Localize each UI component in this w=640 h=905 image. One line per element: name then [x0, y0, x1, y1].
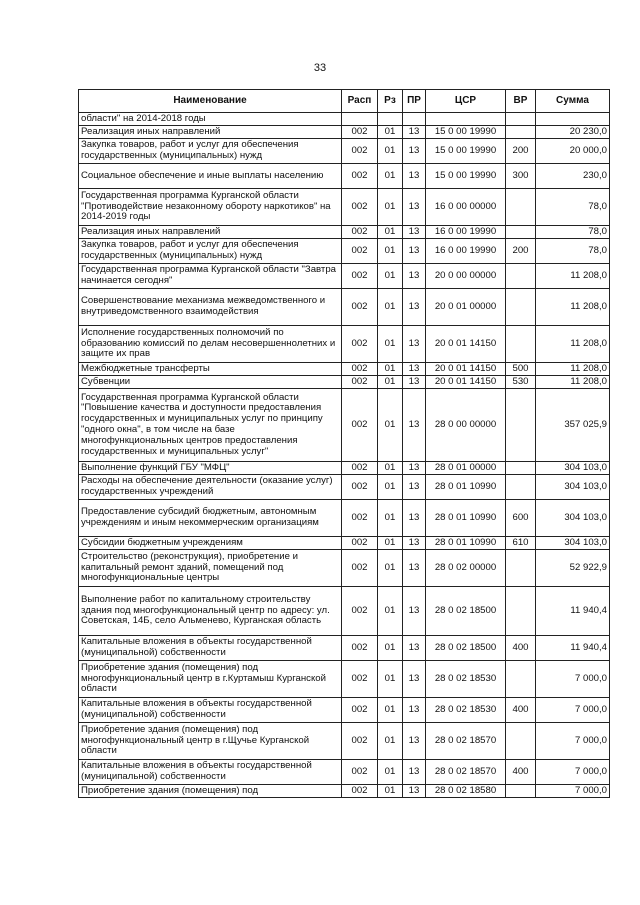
row-name: Приобретение здания (помещения) под многофункциональный центр в г.Щучье Курганской области: [79, 723, 342, 760]
table-row: [79, 113, 610, 126]
row-rasp: 002: [342, 239, 378, 264]
row-sum: 52 922,9: [536, 550, 610, 587]
row-name: Закупка товаров, работ и услуг для обеспечения государственных (муниципальных) нужд: [79, 139, 342, 164]
row-name: Предоставление субсидий бюджетным, автономным учреждениям и иным некоммерческим организациям: [79, 500, 342, 537]
row-name: Государственная программа Курганской области "Завтра начинается сегодня": [79, 264, 342, 289]
row-sum: 78,0: [536, 189, 610, 226]
row-pr: 13: [403, 537, 426, 550]
header-vr: ВР: [506, 90, 536, 113]
row-vr: 530: [506, 376, 536, 389]
table-row: [79, 239, 610, 264]
row-rasp: 002: [342, 289, 378, 326]
row-rasp: 002: [342, 550, 378, 587]
row-rasp: [342, 113, 378, 126]
header-rz: Рз: [378, 90, 403, 113]
row-csr: 20 0 01 00000: [426, 289, 506, 326]
row-sum: 20 000,0: [536, 139, 610, 164]
row-rz: 01: [378, 550, 403, 587]
row-rasp: 002: [342, 661, 378, 698]
row-rz: 01: [378, 785, 403, 798]
row-vr: 610: [506, 537, 536, 550]
header-csr: ЦСР: [426, 90, 506, 113]
row-rasp: 002: [342, 785, 378, 798]
row-csr: 28 0 02 18530: [426, 698, 506, 723]
row-rz: 01: [378, 226, 403, 239]
row-pr: 13: [403, 226, 426, 239]
row-sum: 304 103,0: [536, 462, 610, 475]
row-pr: 13: [403, 239, 426, 264]
row-rz: 01: [378, 326, 403, 363]
row-rz: 01: [378, 189, 403, 226]
row-rz: 01: [378, 239, 403, 264]
row-sum: 7 000,0: [536, 723, 610, 760]
row-sum: 11 208,0: [536, 326, 610, 363]
row-name: Государственная программа Курганской области "Противодействие незаконному обороту наркотиков" на 2014-2019 годы: [79, 189, 342, 226]
row-rasp: 002: [342, 164, 378, 189]
row-sum: 11 208,0: [536, 363, 610, 376]
row-rasp: 002: [342, 475, 378, 500]
row-rasp: 002: [342, 326, 378, 363]
row-name: Строительство (реконструкция), приобретение и капитальный ремонт зданий, помещений под многофункциональные центры: [79, 550, 342, 587]
row-pr: 13: [403, 139, 426, 164]
row-pr: 13: [403, 326, 426, 363]
row-pr: 13: [403, 636, 426, 661]
row-rz: [378, 113, 403, 126]
row-csr: 28 0 02 18570: [426, 723, 506, 760]
row-rz: 01: [378, 587, 403, 636]
row-vr: [506, 389, 536, 462]
row-vr: [506, 113, 536, 126]
row-sum: 11 208,0: [536, 264, 610, 289]
row-pr: 13: [403, 785, 426, 798]
table-row: [79, 376, 610, 389]
row-rz: 01: [378, 462, 403, 475]
row-pr: [403, 113, 426, 126]
header-row: [79, 90, 610, 113]
row-rasp: 002: [342, 587, 378, 636]
row-sum: 7 000,0: [536, 760, 610, 785]
row-rasp: 002: [342, 363, 378, 376]
row-csr: 28 0 01 10990: [426, 475, 506, 500]
row-rz: 01: [378, 376, 403, 389]
row-csr: 20 0 01 14150: [426, 326, 506, 363]
row-vr: 400: [506, 698, 536, 723]
row-sum: 78,0: [536, 226, 610, 239]
row-csr: 28 0 00 00000: [426, 389, 506, 462]
row-vr: 500: [506, 363, 536, 376]
row-name: Совершенствование механизма межведомственного и внутриведомственного взаимодействия: [79, 289, 342, 326]
table-row: [79, 500, 610, 537]
table-row: [79, 698, 610, 723]
row-vr: [506, 289, 536, 326]
row-pr: 13: [403, 661, 426, 698]
table-row: [79, 475, 610, 500]
row-sum: 11 208,0: [536, 289, 610, 326]
row-vr: [506, 264, 536, 289]
row-name: Капитальные вложения в объекты государственной (муниципальной) собственности: [79, 760, 342, 785]
table-row: [79, 189, 610, 226]
row-name: Капитальные вложения в объекты государственной (муниципальной) собственности: [79, 698, 342, 723]
row-sum: 11 208,0: [536, 376, 610, 389]
table-row: [79, 126, 610, 139]
row-pr: 13: [403, 126, 426, 139]
row-csr: 16 0 00 19990: [426, 226, 506, 239]
row-csr: 28 0 01 10990: [426, 537, 506, 550]
table-row: [79, 636, 610, 661]
row-rz: 01: [378, 760, 403, 785]
row-sum: 304 103,0: [536, 475, 610, 500]
row-vr: [506, 326, 536, 363]
row-vr: [506, 475, 536, 500]
row-sum: 7 000,0: [536, 785, 610, 798]
row-pr: 13: [403, 500, 426, 537]
row-vr: [506, 550, 536, 587]
row-pr: 13: [403, 164, 426, 189]
row-rz: 01: [378, 126, 403, 139]
row-pr: 13: [403, 462, 426, 475]
row-csr: 15 0 00 19990: [426, 126, 506, 139]
row-vr: 200: [506, 239, 536, 264]
row-csr: 28 0 02 18500: [426, 587, 506, 636]
row-csr: 28 0 02 18570: [426, 760, 506, 785]
row-csr: 28 0 02 18580: [426, 785, 506, 798]
row-vr: 400: [506, 760, 536, 785]
row-name: Расходы на обеспечение деятельности (оказание услуг) государственных учреждений: [79, 475, 342, 500]
table-row: [79, 537, 610, 550]
row-name: Закупка товаров, работ и услуг для обеспечения государственных (муниципальных) нужд: [79, 239, 342, 264]
table-row: [79, 326, 610, 363]
row-rz: 01: [378, 389, 403, 462]
page-number: 33: [313, 62, 327, 74]
row-name: Государственная программа Курганской области "Повышение качества и доступности предоставления государственных и муниципальных услуг по принципу "одного окна", в том числе на базе многофункциональных центров предоставления государственных и муниципальных услуг": [79, 389, 342, 462]
table-row: [79, 760, 610, 785]
header-name: Наименование: [79, 90, 342, 113]
row-name: Приобретение здания (помещения) под многофункциональный центр в г.Куртамыш Курганской области: [79, 661, 342, 698]
table-row: [79, 661, 610, 698]
row-pr: 13: [403, 760, 426, 785]
table-row: [79, 723, 610, 760]
row-name: Социальное обеспечение и иные выплаты населению: [79, 164, 342, 189]
table-row: [79, 462, 610, 475]
table-row: [79, 226, 610, 239]
row-vr: 200: [506, 139, 536, 164]
row-pr: 13: [403, 587, 426, 636]
row-sum: [536, 113, 610, 126]
row-rz: 01: [378, 363, 403, 376]
row-sum: 7 000,0: [536, 661, 610, 698]
row-csr: 28 0 02 18530: [426, 661, 506, 698]
table-row: [79, 363, 610, 376]
table-row: [79, 550, 610, 587]
row-rasp: 002: [342, 139, 378, 164]
row-csr: 28 0 01 10990: [426, 500, 506, 537]
row-sum: 20 230,0: [536, 126, 610, 139]
budget-table: [78, 89, 610, 798]
row-rasp: 002: [342, 389, 378, 462]
row-sum: 11 940,4: [536, 587, 610, 636]
table-row: [79, 289, 610, 326]
row-rasp: 002: [342, 264, 378, 289]
row-vr: [506, 587, 536, 636]
row-rasp: 002: [342, 537, 378, 550]
header-pr: ПР: [403, 90, 426, 113]
table-body: [79, 113, 610, 798]
row-vr: [506, 126, 536, 139]
row-pr: 13: [403, 189, 426, 226]
row-rasp: 002: [342, 189, 378, 226]
row-vr: [506, 462, 536, 475]
table-row: [79, 164, 610, 189]
table-row: [79, 389, 610, 462]
row-csr: 20 0 01 14150: [426, 376, 506, 389]
row-name: Реализация иных направлений: [79, 126, 342, 139]
row-rasp: 002: [342, 636, 378, 661]
row-csr: 15 0 00 19990: [426, 139, 506, 164]
table-row: [79, 139, 610, 164]
header-sum: Сумма: [536, 90, 610, 113]
row-rz: 01: [378, 139, 403, 164]
row-rz: 01: [378, 500, 403, 537]
row-csr: 20 0 01 14150: [426, 363, 506, 376]
row-vr: [506, 723, 536, 760]
row-pr: 13: [403, 376, 426, 389]
row-name: области" на 2014-2018 годы: [79, 113, 342, 126]
row-rz: 01: [378, 164, 403, 189]
row-name: Субвенции: [79, 376, 342, 389]
row-pr: 13: [403, 723, 426, 760]
row-rz: 01: [378, 264, 403, 289]
row-vr: 300: [506, 164, 536, 189]
row-csr: 16 0 00 19990: [426, 239, 506, 264]
row-csr: 28 0 01 00000: [426, 462, 506, 475]
row-name: Приобретение здания (помещения) под: [79, 785, 342, 798]
row-rasp: 002: [342, 462, 378, 475]
row-name: Капитальные вложения в объекты государственной (муниципальной) собственности: [79, 636, 342, 661]
row-rasp: 002: [342, 760, 378, 785]
row-rz: 01: [378, 537, 403, 550]
row-name: Межбюджетные трансферты: [79, 363, 342, 376]
row-sum: 7 000,0: [536, 698, 610, 723]
row-vr: [506, 226, 536, 239]
row-name: Выполнение работ по капитальному строительству здания под многофункциональный центр по адресу: ул. Советская, 14Б, село Альменево, Курганская область: [79, 587, 342, 636]
row-rasp: 002: [342, 723, 378, 760]
row-csr: 28 0 02 00000: [426, 550, 506, 587]
row-csr: [426, 113, 506, 126]
row-vr: [506, 785, 536, 798]
row-name: Реализация иных направлений: [79, 226, 342, 239]
row-vr: 400: [506, 636, 536, 661]
row-rasp: 002: [342, 376, 378, 389]
row-pr: 13: [403, 475, 426, 500]
row-rz: 01: [378, 289, 403, 326]
row-vr: [506, 189, 536, 226]
row-sum: 230,0: [536, 164, 610, 189]
table-row: [79, 587, 610, 636]
row-name: Выполнение функций ГБУ "МФЦ": [79, 462, 342, 475]
row-rasp: 002: [342, 126, 378, 139]
row-rz: 01: [378, 636, 403, 661]
row-pr: 13: [403, 289, 426, 326]
row-sum: 304 103,0: [536, 537, 610, 550]
row-rasp: 002: [342, 698, 378, 723]
row-sum: 78,0: [536, 239, 610, 264]
row-pr: 13: [403, 389, 426, 462]
row-rz: 01: [378, 475, 403, 500]
row-pr: 13: [403, 698, 426, 723]
header-rasp: Расп: [342, 90, 378, 113]
row-rasp: 002: [342, 500, 378, 537]
row-pr: 13: [403, 363, 426, 376]
row-name: Субсидии бюджетным учреждениям: [79, 537, 342, 550]
row-csr: 20 0 00 00000: [426, 264, 506, 289]
row-rz: 01: [378, 698, 403, 723]
table-row: [79, 785, 610, 798]
row-name: Исполнение государственных полномочий по образованию комиссий по делам несовершеннолетних и защите их прав: [79, 326, 342, 363]
row-csr: 28 0 02 18500: [426, 636, 506, 661]
row-sum: 357 025,9: [536, 389, 610, 462]
row-pr: 13: [403, 264, 426, 289]
row-sum: 11 940,4: [536, 636, 610, 661]
row-vr: [506, 661, 536, 698]
row-vr: 600: [506, 500, 536, 537]
row-csr: 15 0 00 19990: [426, 164, 506, 189]
table-row: [79, 264, 610, 289]
row-sum: 304 103,0: [536, 500, 610, 537]
row-csr: 16 0 00 00000: [426, 189, 506, 226]
row-rz: 01: [378, 723, 403, 760]
row-rz: 01: [378, 661, 403, 698]
row-pr: 13: [403, 550, 426, 587]
row-rasp: 002: [342, 226, 378, 239]
